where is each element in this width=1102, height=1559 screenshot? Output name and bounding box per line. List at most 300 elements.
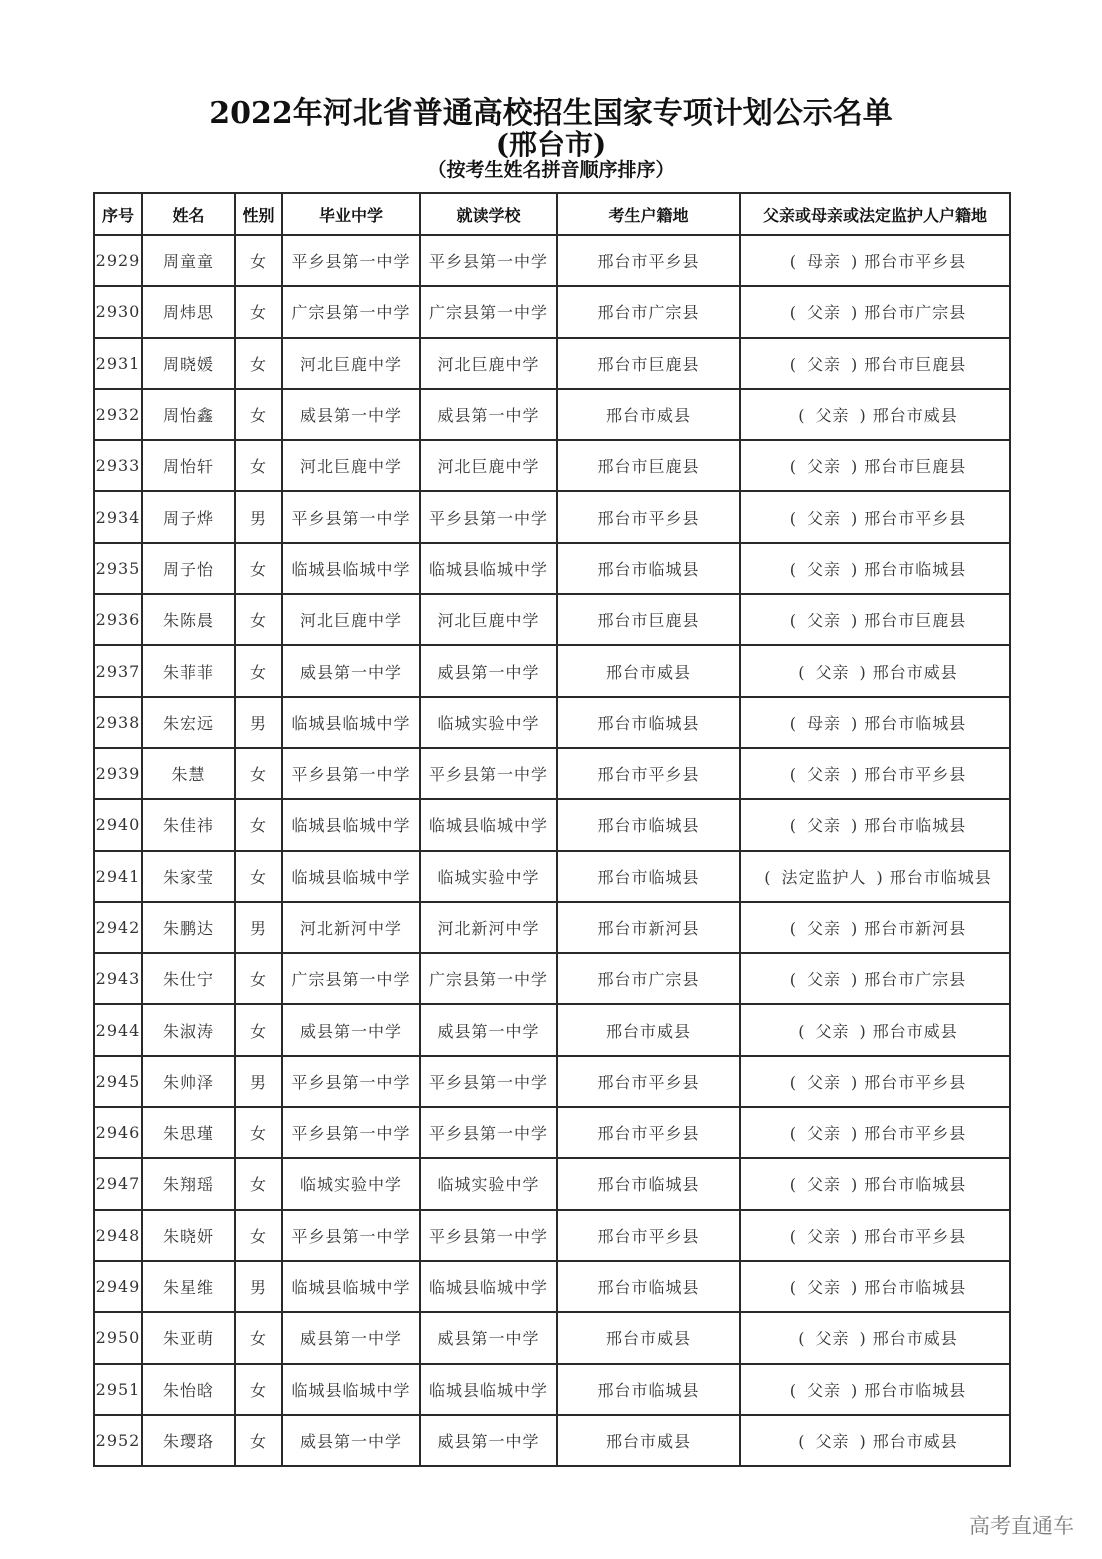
cell-serial-no: 2944 — [94, 1004, 142, 1055]
cell-gender: 女 — [235, 1210, 282, 1261]
cell-name: 朱鹏达 — [142, 902, 235, 953]
cell-current-school: 临城县临城中学 — [420, 799, 557, 850]
close-paren: ) — [851, 970, 859, 990]
guardian-hukou-value: 邢台市平乡县 — [864, 252, 967, 272]
cell-serial-no: 2934 — [94, 491, 142, 542]
cell-serial-no: 2952 — [94, 1415, 142, 1466]
cell-name: 朱菲菲 — [142, 645, 235, 696]
open-paren: ( — [764, 867, 772, 887]
cell-graduation-school: 河北新河中学 — [282, 902, 420, 953]
cell-student-hukou: 邢台市平乡县 — [557, 491, 740, 542]
cell-name: 周炜思 — [142, 286, 235, 337]
cell-graduation-school: 威县第一中学 — [282, 1004, 420, 1055]
header-student-hukou: 考生户籍地 — [557, 193, 740, 235]
guardian-hukou-value: 邢台市巨鹿县 — [864, 354, 967, 374]
cell-gender: 女 — [235, 851, 282, 902]
cell-gender: 女 — [235, 748, 282, 799]
cell-gender: 男 — [235, 697, 282, 748]
cell-serial-no: 2937 — [94, 645, 142, 696]
close-paren: ) — [851, 252, 859, 272]
cell-gender: 女 — [235, 1415, 282, 1466]
guardian-relation: 法定监护人 — [781, 867, 867, 887]
guardian-hukou-value: 邢台市威县 — [872, 406, 958, 426]
open-paren: ( — [798, 406, 806, 426]
cell-name: 朱帅泽 — [142, 1056, 235, 1107]
open-paren: ( — [789, 1226, 797, 1246]
cell-current-school: 临城实验中学 — [420, 697, 557, 748]
guardian-hukou-value: 邢台市威县 — [872, 1431, 958, 1451]
table-row — [94, 286, 1010, 337]
guardian-relation: 父亲 — [806, 457, 841, 477]
guardian-relation: 父亲 — [806, 508, 841, 528]
cell-guardian-hukou — [740, 389, 1010, 440]
cell-student-hukou: 邢台市威县 — [557, 1004, 740, 1055]
cell-student-hukou: 邢台市平乡县 — [557, 1210, 740, 1261]
cell-current-school: 河北巨鹿中学 — [420, 440, 557, 491]
guardian-relation: 父亲 — [815, 662, 850, 682]
cell-name: 朱慧 — [142, 748, 235, 799]
cell-graduation-school: 河北巨鹿中学 — [282, 338, 420, 389]
open-paren: ( — [798, 1431, 806, 1451]
guardian-relation: 父亲 — [806, 1072, 841, 1092]
cell-serial-no: 2930 — [94, 286, 142, 337]
cell-guardian-hukou — [740, 645, 1010, 696]
cell-guardian-hukou — [740, 1261, 1010, 1312]
guardian-hukou-value: 邢台市威县 — [872, 1021, 958, 1041]
guardian-relation: 父亲 — [806, 765, 841, 785]
cell-serial-no: 2945 — [94, 1056, 142, 1107]
open-paren: ( — [789, 1124, 797, 1144]
cell-gender: 男 — [235, 902, 282, 953]
guardian-hukou-value: 邢台市临城县 — [864, 1380, 967, 1400]
guardian-relation: 父亲 — [806, 303, 841, 323]
cell-serial-no: 2946 — [94, 1107, 142, 1158]
cell-graduation-school: 平乡县第一中学 — [282, 1056, 420, 1107]
cell-serial-no: 2949 — [94, 1261, 142, 1312]
close-paren: ) — [851, 508, 859, 528]
table-body — [94, 235, 1010, 1466]
open-paren: ( — [789, 508, 797, 528]
cell-serial-no: 2942 — [94, 902, 142, 953]
cell-graduation-school: 平乡县第一中学 — [282, 235, 420, 286]
cell-current-school: 临城县临城中学 — [420, 1261, 557, 1312]
open-paren: ( — [798, 1021, 806, 1041]
cell-gender: 女 — [235, 338, 282, 389]
table-row — [94, 543, 1010, 594]
close-paren: ) — [851, 559, 859, 579]
cell-graduation-school: 平乡县第一中学 — [282, 748, 420, 799]
table-row — [94, 338, 1010, 389]
cell-guardian-hukou — [740, 594, 1010, 645]
open-paren: ( — [789, 765, 797, 785]
open-paren: ( — [789, 559, 797, 579]
close-paren: ) — [851, 765, 859, 785]
table-header — [94, 193, 1010, 235]
open-paren: ( — [789, 1175, 797, 1195]
cell-student-hukou: 邢台市广宗县 — [557, 286, 740, 337]
cell-guardian-hukou — [740, 1312, 1010, 1363]
table-row — [94, 389, 1010, 440]
cell-serial-no: 2948 — [94, 1210, 142, 1261]
guardian-relation: 父亲 — [806, 919, 841, 938]
cell-gender: 女 — [235, 594, 282, 645]
cell-current-school: 威县第一中学 — [420, 1312, 557, 1363]
open-paren: ( — [798, 1329, 806, 1349]
cell-guardian-hukou — [740, 1004, 1010, 1055]
cell-serial-no: 2943 — [94, 953, 142, 1004]
cell-current-school: 广宗县第一中学 — [420, 286, 557, 337]
open-paren: ( — [789, 1072, 797, 1092]
cell-name: 朱宏远 — [142, 697, 235, 748]
header-guardian-hukou: 父亲或母亲或法定监护人户籍地 — [740, 193, 1010, 235]
cell-graduation-school: 广宗县第一中学 — [282, 953, 420, 1004]
cell-name: 周童童 — [142, 235, 235, 286]
guardian-relation: 父亲 — [806, 354, 841, 374]
guardian-relation: 父亲 — [806, 970, 841, 990]
guardian-relation: 父亲 — [815, 406, 850, 426]
open-paren: ( — [789, 354, 797, 374]
close-paren: ) — [851, 1226, 859, 1246]
cell-gender: 女 — [235, 953, 282, 1004]
table-row — [94, 1364, 1010, 1415]
table-row — [94, 851, 1010, 902]
cell-gender: 女 — [235, 1312, 282, 1363]
cell-guardian-hukou — [740, 1158, 1010, 1209]
cell-graduation-school: 威县第一中学 — [282, 645, 420, 696]
cell-name: 朱陈晨 — [142, 594, 235, 645]
cell-gender: 女 — [235, 286, 282, 337]
close-paren: ) — [851, 303, 859, 323]
guardian-hukou-value: 邢台市威县 — [872, 662, 958, 682]
cell-current-school: 威县第一中学 — [420, 1415, 557, 1466]
close-paren: ) — [851, 1278, 859, 1298]
guardian-relation: 父亲 — [815, 1431, 850, 1451]
close-paren: ) — [851, 354, 859, 374]
open-paren: ( — [789, 252, 797, 272]
open-paren: ( — [789, 970, 797, 990]
cell-current-school: 广宗县第一中学 — [420, 953, 557, 1004]
cell-name: 朱璎珞 — [142, 1415, 235, 1466]
cell-student-hukou: 邢台市威县 — [557, 389, 740, 440]
cell-graduation-school: 临城实验中学 — [282, 1158, 420, 1209]
cell-graduation-school: 临城县临城中学 — [282, 543, 420, 594]
cell-guardian-hukou — [740, 440, 1010, 491]
guardian-relation: 父亲 — [806, 1124, 841, 1144]
cell-current-school: 平乡县第一中学 — [420, 1210, 557, 1261]
close-paren: ) — [851, 816, 859, 836]
guardian-hukou-value: 邢台市平乡县 — [864, 508, 967, 528]
cell-serial-no: 2933 — [94, 440, 142, 491]
cell-student-hukou: 邢台市临城县 — [557, 543, 740, 594]
cell-student-hukou: 邢台市威县 — [557, 1415, 740, 1466]
close-paren: ) — [859, 406, 867, 426]
guardian-hukou-value: 邢台市临城县 — [864, 713, 967, 733]
cell-current-school: 平乡县第一中学 — [420, 1107, 557, 1158]
cell-name: 周子烨 — [142, 491, 235, 542]
close-paren: ) — [876, 867, 884, 887]
cell-graduation-school: 河北巨鹿中学 — [282, 440, 420, 491]
table-row — [94, 594, 1010, 645]
page-title: 2022年河北省普通高校招生国家专项计划公示名单 — [209, 96, 893, 131]
cell-student-hukou: 邢台市临城县 — [557, 851, 740, 902]
cell-current-school: 平乡县第一中学 — [420, 748, 557, 799]
cell-gender: 男 — [235, 1261, 282, 1312]
close-paren: ) — [851, 919, 859, 938]
cell-current-school: 平乡县第一中学 — [420, 235, 557, 286]
cell-student-hukou: 邢台市临城县 — [557, 1261, 740, 1312]
guardian-hukou-value: 邢台市巨鹿县 — [864, 457, 967, 477]
open-paren: ( — [789, 1278, 797, 1298]
cell-gender: 男 — [235, 491, 282, 542]
table-row — [94, 645, 1010, 696]
close-paren: ) — [851, 1124, 859, 1144]
cell-graduation-school: 临城县临城中学 — [282, 1261, 420, 1312]
cell-guardian-hukou — [740, 286, 1010, 337]
cell-serial-no: 2951 — [94, 1364, 142, 1415]
table-row — [94, 491, 1010, 542]
table-row — [94, 1312, 1010, 1363]
cell-student-hukou: 邢台市平乡县 — [557, 1056, 740, 1107]
cell-serial-no: 2947 — [94, 1158, 142, 1209]
cell-gender: 女 — [235, 389, 282, 440]
table-row — [94, 748, 1010, 799]
guardian-relation: 父亲 — [806, 1278, 841, 1298]
table-row — [94, 799, 1010, 850]
cell-guardian-hukou — [740, 851, 1010, 902]
cell-student-hukou: 邢台市威县 — [557, 645, 740, 696]
guardian-relation: 母亲 — [806, 252, 841, 272]
cell-guardian-hukou — [740, 697, 1010, 748]
cell-current-school: 临城县临城中学 — [420, 543, 557, 594]
cell-student-hukou: 邢台市临城县 — [557, 697, 740, 748]
cell-name: 朱佳祎 — [142, 799, 235, 850]
cell-gender: 女 — [235, 1364, 282, 1415]
cell-name: 朱思瑾 — [142, 1107, 235, 1158]
cell-guardian-hukou — [740, 1210, 1010, 1261]
cell-current-school: 河北新河中学 — [420, 902, 557, 953]
open-paren: ( — [798, 662, 806, 682]
cell-guardian-hukou — [740, 1415, 1010, 1466]
header-current-school: 就读学校 — [420, 193, 557, 235]
cell-student-hukou: 邢台市平乡县 — [557, 235, 740, 286]
cell-student-hukou: 邢台市临城县 — [557, 1158, 740, 1209]
open-paren: ( — [789, 919, 797, 938]
guardian-relation: 父亲 — [806, 611, 841, 631]
cell-current-school: 威县第一中学 — [420, 1004, 557, 1055]
cell-graduation-school: 临城县临城中学 — [282, 851, 420, 902]
cell-current-school: 平乡县第一中学 — [420, 491, 557, 542]
guardian-hukou-value: 邢台市临城县 — [864, 1175, 967, 1195]
table-row — [94, 1107, 1010, 1158]
cell-serial-no: 2932 — [94, 389, 142, 440]
cell-student-hukou: 邢台市平乡县 — [557, 748, 740, 799]
cell-graduation-school: 临城县临城中学 — [282, 799, 420, 850]
guardian-hukou-value: 邢台市平乡县 — [864, 765, 967, 785]
open-paren: ( — [789, 457, 797, 477]
cell-serial-no: 2940 — [94, 799, 142, 850]
cell-name: 朱晓妍 — [142, 1210, 235, 1261]
cell-guardian-hukou — [740, 953, 1010, 1004]
table-row — [94, 1158, 1010, 1209]
table-row — [94, 1210, 1010, 1261]
guardian-hukou-value: 邢台市临城县 — [889, 867, 992, 887]
cell-gender: 女 — [235, 645, 282, 696]
header-row — [94, 193, 1010, 235]
guardian-relation: 父亲 — [806, 1226, 841, 1246]
guardian-hukou-value: 邢台市新河县 — [864, 919, 967, 938]
cell-graduation-school: 临城县临城中学 — [282, 697, 420, 748]
close-paren: ) — [851, 611, 859, 631]
cell-student-hukou: 邢台市广宗县 — [557, 953, 740, 1004]
guardian-hukou-value: 邢台市临城县 — [864, 816, 967, 836]
table-row — [94, 440, 1010, 491]
guardian-relation: 父亲 — [806, 1380, 841, 1400]
watermark: 高考直通车 — [969, 1514, 1074, 1538]
guardian-hukou-value: 邢台市平乡县 — [864, 1226, 967, 1246]
cell-gender: 女 — [235, 543, 282, 594]
cell-gender: 女 — [235, 235, 282, 286]
cell-serial-no: 2929 — [94, 235, 142, 286]
close-paren: ) — [851, 1380, 859, 1400]
cell-graduation-school: 威县第一中学 — [282, 1312, 420, 1363]
cell-student-hukou: 邢台市平乡县 — [557, 1107, 740, 1158]
open-paren: ( — [789, 611, 797, 631]
cell-gender: 女 — [235, 440, 282, 491]
cell-name: 周怡轩 — [142, 440, 235, 491]
cell-guardian-hukou — [740, 1056, 1010, 1107]
close-paren: ) — [851, 1072, 859, 1092]
cell-guardian-hukou — [740, 491, 1010, 542]
cell-serial-no: 2950 — [94, 1312, 142, 1363]
table-row — [94, 235, 1010, 286]
cell-serial-no: 2939 — [94, 748, 142, 799]
cell-graduation-school: 威县第一中学 — [282, 1415, 420, 1466]
cell-student-hukou: 邢台市巨鹿县 — [557, 440, 740, 491]
cell-name: 朱翔瑶 — [142, 1158, 235, 1209]
city-subtitle: (邢台市) — [495, 128, 607, 161]
cell-name: 朱家莹 — [142, 851, 235, 902]
cell-student-hukou: 邢台市巨鹿县 — [557, 594, 740, 645]
cell-graduation-school: 平乡县第一中学 — [282, 1107, 420, 1158]
table-row — [94, 697, 1010, 748]
cell-name: 朱仕宁 — [142, 953, 235, 1004]
cell-guardian-hukou — [740, 1107, 1010, 1158]
cell-graduation-school: 广宗县第一中学 — [282, 286, 420, 337]
guardian-relation: 父亲 — [806, 1175, 841, 1195]
cell-student-hukou: 邢台市临城县 — [557, 1364, 740, 1415]
cell-graduation-school: 平乡县第一中学 — [282, 1210, 420, 1261]
cell-name: 朱淑涛 — [142, 1004, 235, 1055]
open-paren: ( — [789, 713, 797, 733]
guardian-hukou-value: 邢台市巨鹿县 — [864, 611, 967, 631]
cell-gender: 男 — [235, 1056, 282, 1107]
table-row — [94, 1261, 1010, 1312]
cell-serial-no: 2931 — [94, 338, 142, 389]
cell-serial-no: 2936 — [94, 594, 142, 645]
cell-name: 朱星维 — [142, 1261, 235, 1312]
cell-student-hukou: 邢台市威县 — [557, 1312, 740, 1363]
cell-graduation-school: 河北巨鹿中学 — [282, 594, 420, 645]
cell-name: 周晓媛 — [142, 338, 235, 389]
guardian-hukou-value: 邢台市平乡县 — [864, 1072, 967, 1092]
cell-serial-no: 2935 — [94, 543, 142, 594]
cell-serial-no: 2941 — [94, 851, 142, 902]
cell-name: 朱亚萌 — [142, 1312, 235, 1363]
cell-gender: 女 — [235, 1158, 282, 1209]
cell-current-school: 威县第一中学 — [420, 645, 557, 696]
cell-guardian-hukou — [740, 338, 1010, 389]
guardian-relation: 父亲 — [806, 559, 841, 579]
close-paren: ) — [859, 1329, 867, 1349]
close-paren: ) — [859, 662, 867, 682]
cell-student-hukou: 邢台市新河县 — [557, 902, 740, 953]
table-row — [94, 1415, 1010, 1466]
guardian-relation: 父亲 — [815, 1329, 850, 1349]
header-gender: 性别 — [235, 193, 282, 235]
cell-current-school: 威县第一中学 — [420, 389, 557, 440]
sort-note: （按考生姓名拼音顺序排序） — [427, 159, 675, 181]
table-row — [94, 953, 1010, 1004]
guardian-hukou-value: 邢台市临城县 — [864, 559, 967, 579]
close-paren: ) — [859, 1431, 867, 1451]
cell-name: 周子怡 — [142, 543, 235, 594]
cell-name: 周怡鑫 — [142, 389, 235, 440]
cell-current-school: 临城县临城中学 — [420, 1364, 557, 1415]
guardian-hukou-value: 邢台市广宗县 — [864, 970, 967, 990]
cell-graduation-school: 平乡县第一中学 — [282, 491, 420, 542]
guardian-hukou-value: 邢台市临城县 — [864, 1278, 967, 1298]
cell-guardian-hukou — [740, 748, 1010, 799]
cell-graduation-school: 威县第一中学 — [282, 389, 420, 440]
cell-serial-no: 2938 — [94, 697, 142, 748]
guardian-hukou-value: 邢台市平乡县 — [864, 1124, 967, 1144]
cell-current-school: 临城实验中学 — [420, 851, 557, 902]
open-paren: ( — [789, 303, 797, 323]
cell-guardian-hukou — [740, 1364, 1010, 1415]
close-paren: ) — [851, 713, 859, 733]
table-row — [94, 1004, 1010, 1055]
header-serial-no: 序号 — [94, 193, 142, 235]
cell-student-hukou: 邢台市临城县 — [557, 799, 740, 850]
cell-gender: 女 — [235, 1004, 282, 1055]
cell-graduation-school: 临城县临城中学 — [282, 1364, 420, 1415]
close-paren: ) — [859, 1021, 867, 1041]
close-paren: ) — [851, 1175, 859, 1195]
header-name: 姓名 — [142, 193, 235, 235]
guardian-hukou-value: 邢台市广宗县 — [864, 303, 967, 323]
cell-current-school: 临城实验中学 — [420, 1158, 557, 1209]
header-graduation-school: 毕业中学 — [282, 193, 420, 235]
open-paren: ( — [789, 1380, 797, 1400]
cell-guardian-hukou — [740, 902, 1010, 953]
cell-gender: 女 — [235, 799, 282, 850]
close-paren: ) — [851, 457, 859, 477]
cell-current-school: 河北巨鹿中学 — [420, 338, 557, 389]
cell-student-hukou: 邢台市巨鹿县 — [557, 338, 740, 389]
roster-table — [93, 192, 1011, 1467]
cell-current-school: 河北巨鹿中学 — [420, 594, 557, 645]
guardian-relation: 父亲 — [806, 816, 841, 836]
cell-current-school: 平乡县第一中学 — [420, 1056, 557, 1107]
open-paren: ( — [789, 816, 797, 836]
cell-guardian-hukou — [740, 543, 1010, 594]
cell-guardian-hukou — [740, 235, 1010, 286]
guardian-relation: 母亲 — [806, 713, 841, 733]
cell-name: 朱怡晗 — [142, 1364, 235, 1415]
cell-guardian-hukou — [740, 799, 1010, 850]
cell-gender: 女 — [235, 1107, 282, 1158]
guardian-hukou-value: 邢台市威县 — [872, 1329, 958, 1349]
